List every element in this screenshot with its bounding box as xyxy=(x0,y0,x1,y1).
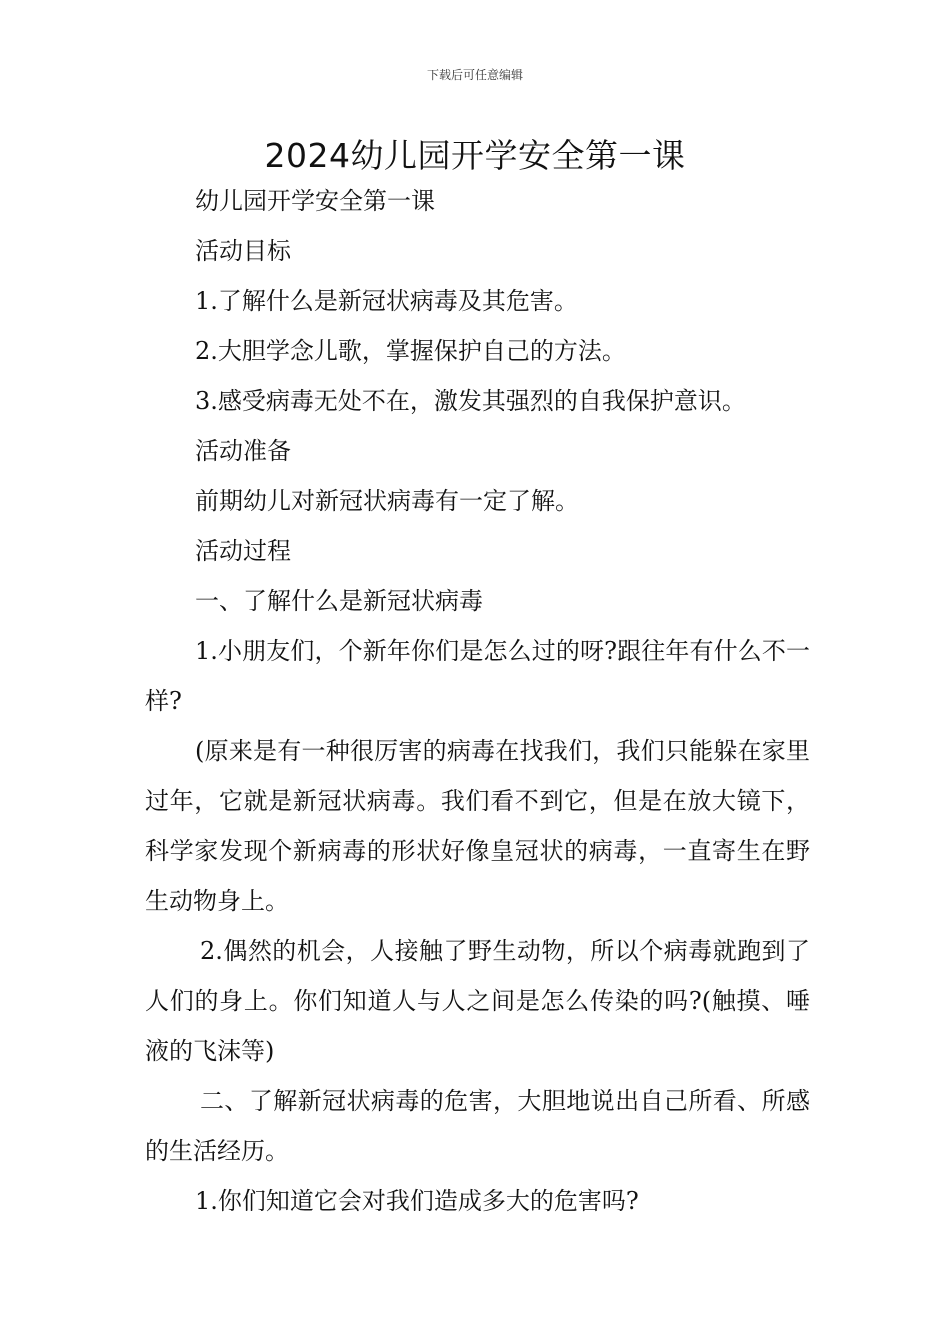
heading-activity-process: 活动过程 xyxy=(195,537,291,565)
process-section-2-item-1: 1.你们知道它会对我们造成多大的危害吗? xyxy=(195,1187,639,1215)
paragraph-subtitle: 幼儿园开学安全第一课 xyxy=(195,187,435,215)
heading-activity-preparation: 活动准备 xyxy=(195,437,291,465)
goal-item-1: 1.了解什么是新冠状病毒及其危害。 xyxy=(195,287,578,315)
process-item-2: 2.偶然的机会，人接触了野生动物，所以个病毒就跑到了人们的身上。你们知道人与人之间是怎么传染的吗?(触摸、唾液的飞沫等) xyxy=(145,937,810,1065)
document-title: 2024幼儿园开学安全第一课 xyxy=(264,136,686,175)
process-item-1: 1.小朋友们，个新年你们是怎么过的呀?跟往年有什么不一样? xyxy=(145,637,810,715)
process-section-2-heading: 二、了解新冠状病毒的危害，大胆地说出自己所看、所感的生活经历。 xyxy=(145,1087,810,1165)
goal-item-2: 2.大胆学念儿歌，掌握保护自己的方法。 xyxy=(195,337,626,365)
document-body xyxy=(145,176,810,1226)
preparation-text: 前期幼儿对新冠状病毒有一定了解。 xyxy=(195,487,579,515)
heading-activity-goals: 活动目标 xyxy=(195,237,291,265)
process-section-1-heading: 一、了解什么是新冠状病毒 xyxy=(195,587,483,615)
goal-item-3: 3.感受病毒无处不在，激发其强烈的自我保护意识。 xyxy=(195,387,746,415)
process-explanation: (原来是有一种很厉害的病毒在找我们，我们只能躲在家里过年，它就是新冠状病毒。我们看不到它，但是在放大镜下，科学家发现个新病毒的形状好像皇冠状的病毒，一直寄生在野生动物身上。 xyxy=(145,737,810,915)
header-note: 下载后可任意编辑 xyxy=(426,68,523,82)
